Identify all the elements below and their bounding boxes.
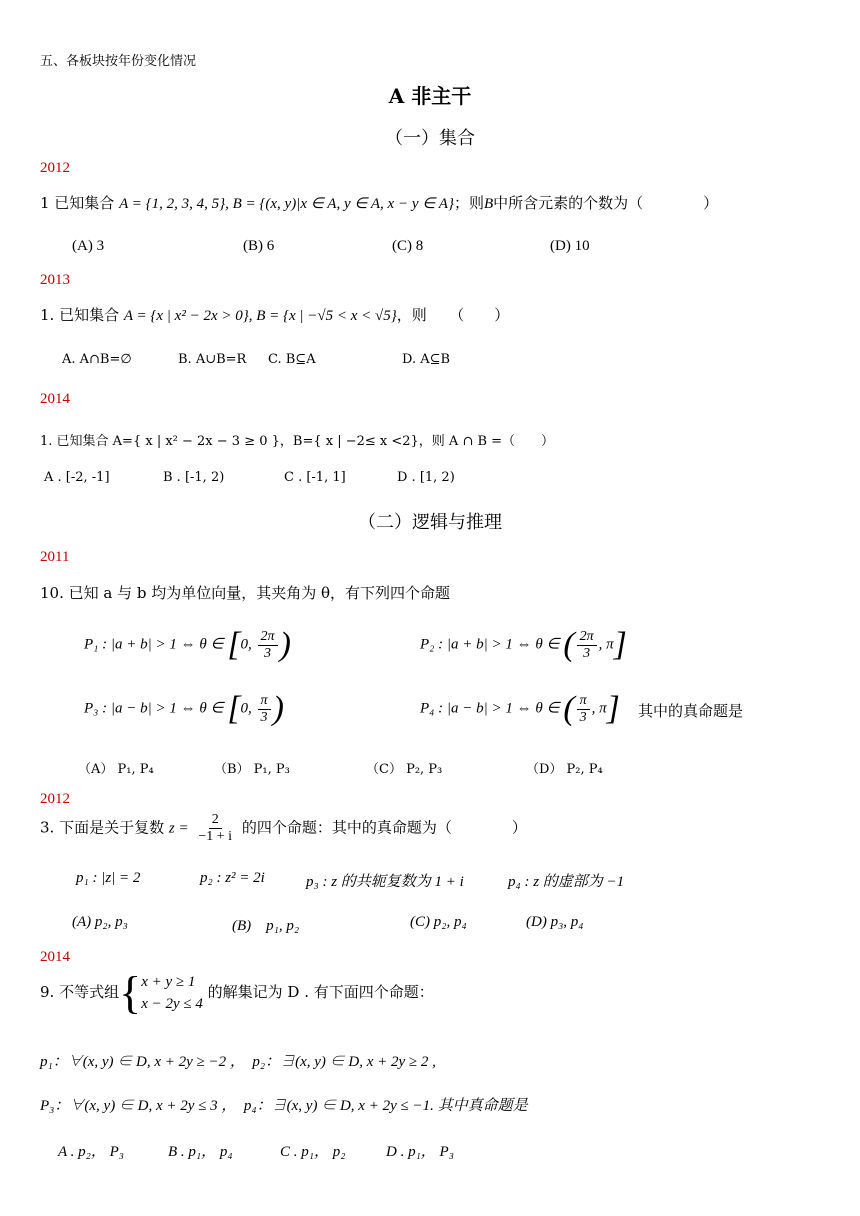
question-text: 的四个命题：其中的真命题为（ ） — [241, 818, 527, 837]
option-a: A . p₂， P₃ — [58, 1144, 124, 1160]
inequality-system: x + y ≥ 1 x − 2y ≤ 4 — [141, 974, 203, 1012]
fraction: $\frac{2}{-1 + i}$ — [198, 812, 233, 844]
math-expression: P₁ : |a + b| > 1 ⇔ θ ∈ — [84, 636, 224, 653]
option-d: (D) p₃, p₄ — [526, 914, 584, 930]
proposition-p1: P₁ : |a + b| > 1 ⇔ θ ∈ [0, $\frac{2\pi}{3}$ ) — [84, 626, 291, 663]
option-b: (B) p₁, p₂ — [232, 918, 300, 934]
option-a: （A） P₁, P₄ — [78, 762, 154, 777]
option-a: (A) 3 — [72, 238, 105, 254]
question-text: ；则 — [453, 194, 484, 212]
proposition-p2: P₂ : |a + b| > 1 ⇔ θ ∈ ( $\frac{2\pi}{3}$ , π] — [420, 626, 627, 663]
math-expression: z = — [168, 820, 189, 837]
year-label: 2012 — [40, 160, 70, 176]
question-line: P₃：∀(x, y) ∈ D, x + 2y ≤ 3 ， p₄：∃(x, y) ∈ D, x + 2y ≤ −1. 其中真命题是 — [40, 1098, 528, 1114]
math-expression: B — [483, 196, 494, 212]
math-expression: P₃ : |a − b| > 1 ⇔ θ ∈ — [84, 700, 224, 717]
option-a: A. A∩B=∅ — [62, 352, 132, 367]
question-line — [40, 967, 434, 1018]
math-expression: A = {x | x² − 2x > 0}, B = {x | −√5 < x < √5} — [123, 308, 397, 324]
year-label: 2013 — [40, 272, 70, 288]
question-line: 1. 已知集合 A={ x | x² − 2x − 3 ≥ 0 }，B={ x | −2≤ x <2}，则 A ∩ B =（ ） — [40, 434, 555, 449]
doc-header: 五、各板块按年份变化情况 — [40, 54, 197, 69]
option-c: C . p₁， p₂ — [280, 1144, 346, 1160]
option-c: C . [-1, 1] — [284, 470, 346, 485]
option-b: B . [-1, 2) — [163, 470, 225, 485]
section-heading-logic: （二）逻辑与推理 — [358, 512, 502, 533]
question-line — [40, 812, 527, 845]
option-d: D . [1, 2) — [397, 470, 455, 485]
question-line: p₁：∀(x, y) ∈ D, x + 2y ≥ −2 ， p₂：∃(x, y) ∈ D, x + 2y ≥ 2 , — [40, 1054, 436, 1070]
math-expression: P₂ : |a + b| > 1 ⇔ θ ∈ — [420, 636, 560, 653]
proposition-p3: p₃ : z 的共轭复数为 1 + i — [306, 874, 464, 890]
question-text: 的解集记为 D . 有下面四个命题： — [207, 983, 434, 1001]
option-c: （C） P₂, P₃ — [366, 762, 443, 777]
fraction: $\frac{2\pi}{3}$ — [258, 629, 278, 662]
option-b: B. A∪B=R — [178, 352, 247, 367]
proposition-p4: p₄ : z 的虚部为 −1 — [508, 874, 625, 890]
option-d: D . p₁， P₃ — [386, 1144, 454, 1160]
question-text: 1. 已知集合 — [40, 306, 120, 324]
option-c: (C) 8 — [392, 238, 424, 254]
fraction: $\frac{\pi}{3}$ — [577, 693, 590, 726]
fraction: $\frac{2\pi}{3}$ — [577, 629, 597, 662]
question-text: 中所含元素的个数为（ ） — [493, 194, 719, 212]
math-expression: , B = {(x, y)|x ∈ A, y ∈ A, x − y ∈ A} — [225, 196, 454, 212]
question-line: 10. 已知 a 与 b 均为单位向量，其夹角为 θ，有下列四个命题 — [40, 584, 451, 602]
option-c: (C) p₂, p₄ — [410, 914, 467, 930]
year-label: 2012 — [40, 791, 70, 807]
option-d: （D） P₂, P₄ — [526, 762, 603, 777]
proposition-p4: P₄ : |a − b| > 1 ⇔ θ ∈ ( $\frac{\pi}{3}$ , π] — [420, 690, 620, 727]
proposition-p3: P₃ : |a − b| > 1 ⇔ θ ∈ [0, $\frac{\pi}{3}$ ) — [84, 690, 284, 727]
math-expression: P₄ : |a − b| > 1 ⇔ θ ∈ — [420, 700, 560, 717]
question-line — [40, 304, 509, 325]
option-b: B . p₁， p₄ — [168, 1144, 233, 1160]
question-line — [40, 192, 718, 213]
year-label: 2014 — [40, 949, 70, 965]
left-brace: { — [119, 967, 142, 1018]
page-title: A 非主干 — [388, 84, 472, 108]
option-c: C. B⊆A — [268, 352, 316, 367]
question-text: 3. 下面是关于复数 — [40, 818, 165, 837]
question-text: 9. 不等式组 — [40, 983, 120, 1001]
proposition-p2: p₂ : z² = 2i — [200, 870, 265, 886]
section-heading-sets: （一）集合 — [385, 128, 475, 149]
question-text: 其中的真命题是 — [638, 702, 744, 720]
question-text: 1 已知集合 — [40, 194, 115, 212]
year-label: 2011 — [40, 549, 70, 565]
question-text: ，则 （ ） — [396, 306, 510, 324]
option-a: A . [-2, -1] — [44, 470, 110, 485]
option-d: D. A⊆B — [402, 352, 451, 367]
option-a: (A) p₂, p₃ — [72, 914, 128, 930]
fraction: $\frac{\pi}{3}$ — [258, 693, 271, 726]
proposition-p1: p₁ : |z| = 2 — [76, 870, 141, 886]
math-expression: A = {1, 2, 3, 4, 5} — [119, 196, 226, 212]
option-b: (B) 6 — [243, 238, 275, 254]
option-d: (D) 10 — [550, 238, 590, 254]
year-label: 2014 — [40, 391, 70, 407]
option-b: （B） P₁, P₃ — [214, 762, 290, 777]
